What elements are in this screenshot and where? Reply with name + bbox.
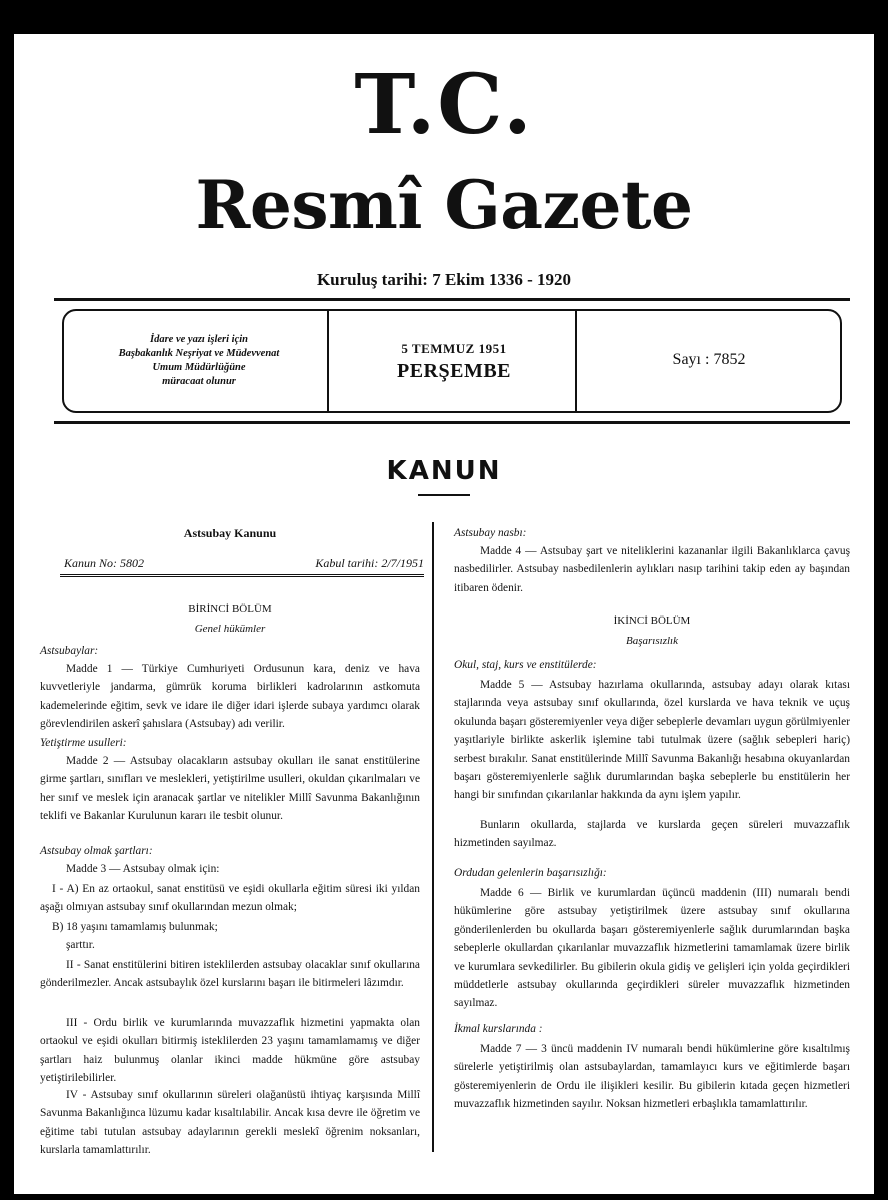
admin-note-line: Başbakanlık Neşriyat ve Müdevvenat <box>118 348 280 359</box>
admin-note-line: Umum Müdürlüğüne <box>152 362 246 373</box>
article-4: Madde 4 — Astsubay şart ve niteliklerini kazananlar ilgili Bakanlıklarca çavuş nasbedilirler. Astsubay nasbedilenlerin aylıkları nasıp tarihini takip eden ay başından itibaren ödenir. <box>454 545 850 594</box>
issue-date: 5 TEMMUZ 1951 <box>401 341 507 356</box>
issue-weekday: PERŞEMBE <box>396 360 512 382</box>
date-box <box>334 341 574 383</box>
info-divider <box>575 311 577 411</box>
article-3-clause: II - Sanat enstitülerini bitiren isteklilerden astsubay olacaklar sınıf okullarına gönderilmezler. Ancak astsubaylık özel kurslarını başarı ile bitirmeleri lâzımdır. <box>40 959 420 990</box>
issue-info-box <box>54 298 850 424</box>
masthead-tc: T.C. <box>354 57 534 153</box>
law-meta-rule <box>60 576 424 577</box>
article-3-clause: III - Ordu birlik ve kurumlarında muvazzaflık hizmetini yapmakta olan ortaokul ve eşidi okulları bitirmiş isteklilerden 23 yaşını tamamlamamış ve diğer şartları haiz bulunmuş olanlar ikinci madde hükmüne göre astsubay yetiştirilebilirler. <box>40 1017 420 1085</box>
article-heading: Astsubay olmak şartları: <box>40 845 153 857</box>
article-5: Madde 5 — Astsubay hazırlama okullarında, astsubay adayı olarak kıtası stajlarında veya astsubay sınıf okullarında, özel kurslarda ve hava teknik ve uçuş okulunda başarı gösteremiyenler veya diğer sebeplerle devamları uygun görülmiyenler yaşıtlariyle birlikte askerlik işlemine tabi tutulmak üzere (sağlık sebepleri hariç) serbest bırakılır. Sanat enstitülerinde Millî Savunma Bakanlığı hesabına okuyanlardan başarı gösteremiyenlerle sağlık durumlarından başka sebeplerle bu enstitülerin her hangi bir sınıfından çıkarılanlar hakkında da aynı işlem yapılır. <box>454 679 850 802</box>
article-heading: İkmal kurslarında : <box>454 1023 543 1035</box>
law-title: Astsubay Kanunu <box>183 526 277 540</box>
article-3-clause: I - A) En az ortaokul, sanat enstitüsü ve eşidi okullarla eğitim süresi iki yıldan aşağı olmıyan astsubay sınıf okullarından mezun olmak; <box>40 883 420 914</box>
title-underline <box>418 494 470 496</box>
admin-note-line: İdare ve yazı işleri için <box>150 334 248 345</box>
law-accepted-date: Kabul tarihi: 2/7/1951 <box>315 556 424 570</box>
law-number: Kanun No: 5802 <box>64 556 145 570</box>
admin-note <box>78 333 320 389</box>
founding-date: Kuruluş tarihi: 7 Ekim 1336 - 1920 <box>316 270 572 289</box>
article-3-clause: IV - Astsubay sınıf okullarının süreleri olağanüstü ihtiyaç karşısında Millî Savunma Bakanlığınca lüzumu kadar kısaltılabilir. Ancak kısa devre ile öğretim ve eğitime tabi tutulan astsubay adaylarının gerekli meslekî öğrenim noksanları, kurslarla tamamlattırılır. <box>40 1089 420 1157</box>
article-7: Madde 7 — 3 üncü maddenin IV numaralı bendi hükümlerine göre kısaltılmış sürelerle yetiştirilmiş olan astsubaylardan, tamamlayıcı kurs ve eğitimlerde başarı gösteremiyenlerin de Ordu ile ilişikleri kesilir. Bu gibilerin kıtada geçen hizmetleri muvazzaflık hizmetinden sayılır. Noksan hizmetleri erbaşlıkla tamamlattırılır. <box>454 1043 850 1111</box>
article-heading: Okul, staj, kurs ve enstitülerde: <box>454 659 597 671</box>
section-title: KANUN <box>386 456 502 486</box>
masthead-title: Resmî Gazete <box>195 166 693 244</box>
part-subheading: Başarısızlık <box>626 635 678 647</box>
issue-info-frame <box>62 309 842 413</box>
article-6: Madde 6 — Birlik ve kurumlardan üçüncü maddenin (III) numaralı bendi hükümlerine göre astsubay yetiştirilmek üzere astsubay sınıf okullarına gönderilenlerden bu okullarda başarı gösteremiyenlerle sağlık durumlarından başka sebeplerle okullardan çıkarılanlar muvazzaflık hizmetlerini tamamlamak üzere birlik ve kurumlara sevkedilirler. Bu gibilerin okula gidiş ve gelişleri için yolda geçirdikleri müddetlerle astsubay okullarında geçirdikleri süreler muvazzaflık hizmetinden sayılmaz. <box>454 887 850 1010</box>
info-divider <box>327 311 329 411</box>
part-subheading: Genel hükümler <box>194 623 266 635</box>
article-heading: Astsubay nasbı: <box>454 527 527 539</box>
article-3-clause: şarttır. <box>66 939 95 951</box>
law-meta-rule <box>60 574 424 575</box>
article-heading: Astsubaylar: <box>40 645 99 657</box>
issue-number: Sayı : 7852 <box>672 351 746 368</box>
article-heading: Yetiştirme usulleri: <box>40 737 127 749</box>
article-3-clause: B) 18 yaşını tamamlamış bulunmak; <box>52 921 218 933</box>
column-divider <box>432 522 434 1152</box>
article-3: Madde 3 — Astsubay olmak için: <box>66 863 220 875</box>
law-meta <box>64 556 424 571</box>
gazette-page <box>14 34 874 1194</box>
article-2: Madde 2 — Astsubay olacakların astsubay okulları ile sanat enstitülerine girme şartları, sınıfları ve meslekleri, yetiştirilme usulleri, okuldan çıkarılmaları ve her sınıf ve meslek için aranacak şartlar ve nitelikler Millî Savunma Bakanlığının teklifi ve Bakanlar Kurulunun kararı ile tesbit olunur. <box>40 755 420 823</box>
part-heading: BİRİNCİ BÖLÜM <box>188 603 272 615</box>
article-5-para: Bunların okullarda, stajlarda ve kurslarda geçen süreleri muvazzaflık hizmetinden sayılmaz. <box>454 819 850 850</box>
article-heading: Ordudan gelenlerin başarısızlığı: <box>454 867 607 879</box>
article-1: Madde 1 — Türkiye Cumhuriyeti Ordusunun kara, deniz ve hava kuvvetleriyle jandarma, gümrük koruma birlikleri kadrolarının astkomuta kademelerinde eğitim, sevk ve idare ile diğer idari işlerde subaya yardımcı olarak görevlendirilen askerî şahıslara (Astsubay) adı verilir. <box>40 663 420 731</box>
admin-note-line: müracaat olunur <box>162 376 236 387</box>
part-heading: İKİNCİ BÖLÜM <box>613 615 691 627</box>
